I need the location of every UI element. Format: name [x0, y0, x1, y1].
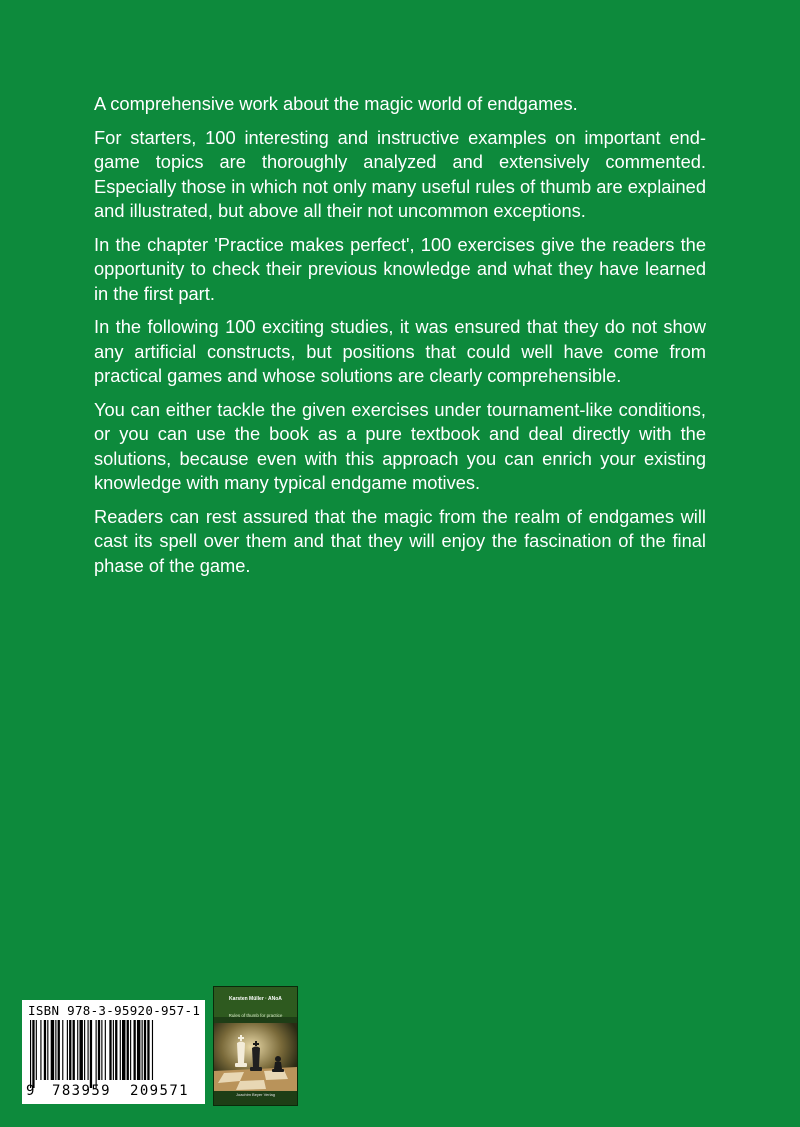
- barcode-bar: [137, 1020, 140, 1080]
- barcode-bar: [105, 1020, 106, 1080]
- barcode-bar: [134, 1020, 136, 1080]
- barcode-bar: [144, 1020, 146, 1080]
- isbn-barcode: [22, 1000, 205, 1104]
- barcode-bar: [130, 1020, 131, 1080]
- barcode-bar: [142, 1020, 143, 1080]
- barcode-bar: [88, 1020, 89, 1080]
- back-cover-blurb: [94, 92, 706, 587]
- blurb-paragraph-3: In the chapter 'Practice makes perfect', 100 exercises give the readers the opportunity to check their previous knowledge and what they have learned in the first part.: [94, 233, 706, 304]
- barcode-bar: [98, 1020, 100, 1080]
- blurb-paragraph-5: You can either tackle the given exercises under tournament-like conditions, or you can use the book as a pure textbook and deal directly with the solutions, because even with this approach you can enrich your existing knowledge with many typical endgame motives.: [94, 398, 706, 493]
- barcode-bar: [40, 1020, 41, 1080]
- barcode-bar: [147, 1020, 149, 1080]
- blurb-paragraph-6: Readers can rest assured that the magic from the realm of endgames will cast its spell over them and that they will enjoy the fascination of the final phase of the game.: [94, 505, 706, 576]
- barcode-bar: [32, 1020, 34, 1088]
- barcode-bar: [55, 1020, 56, 1080]
- barcode-bar: [90, 1020, 92, 1088]
- barcode-bar: [109, 1020, 111, 1080]
- barcode-bar: [113, 1020, 114, 1080]
- barcode-bar: [77, 1020, 78, 1080]
- front-cover-thumbnail: [213, 986, 298, 1106]
- barcode-bar: [84, 1020, 85, 1080]
- barcode-digits-left: 783959: [52, 1083, 111, 1099]
- barcode-bar: [122, 1020, 125, 1080]
- barcode-bar: [58, 1020, 60, 1080]
- barcode-bar: [51, 1020, 54, 1080]
- barcode-bar: [67, 1020, 68, 1080]
- barcode-bar: [79, 1020, 82, 1080]
- thumbnail-authors: Karsten Müller · ANoA: [229, 996, 282, 1002]
- blurb-paragraph-2: For starters, 100 interesting and instructive examples on important endgame topics are thoroughly analyzed and extensively commented. Especially those in which not only many useful rules of thumb are explained and illustrated, but above all their not uncommon exceptions.: [94, 126, 706, 221]
- barcode-bar: [127, 1020, 129, 1080]
- barcode-bar: [69, 1020, 71, 1080]
- barcode-bar: [47, 1020, 48, 1080]
- blurb-paragraph-4: In the following 100 exciting studies, it was ensured that they do not show any artificial constructs, but positions that could well have come from practical games and whose solutions are clearly comprehensible.: [94, 316, 706, 386]
- chess-pieces-image: [214, 1023, 297, 1091]
- barcode-bar: [120, 1020, 121, 1080]
- barcode-digits-right: 209571: [130, 1083, 189, 1099]
- barcode-bar: [152, 1020, 153, 1080]
- barcode-bar: [96, 1020, 97, 1088]
- thumbnail-publisher: Joachim Beyer Verlag: [236, 1092, 275, 1097]
- barcode-bar: [30, 1020, 31, 1088]
- thumbnail-subtitle: Rules of thumb for practice: [228, 1013, 283, 1018]
- barcode-bar: [44, 1020, 46, 1080]
- barcode-bar: [115, 1020, 117, 1080]
- barcode-digit-lead: 9: [26, 1083, 35, 1099]
- barcode-bar: [101, 1020, 102, 1080]
- barcode-bar: [36, 1020, 37, 1080]
- barcode-bar: [62, 1020, 63, 1080]
- barcode-bar: [73, 1020, 75, 1080]
- isbn-label: ISBN 978-3-95920-957-1: [28, 1003, 201, 1018]
- blurb-paragraph-1: A comprehensive work about the magic world of endgames.: [94, 93, 578, 114]
- barcode-bars: [30, 1020, 200, 1088]
